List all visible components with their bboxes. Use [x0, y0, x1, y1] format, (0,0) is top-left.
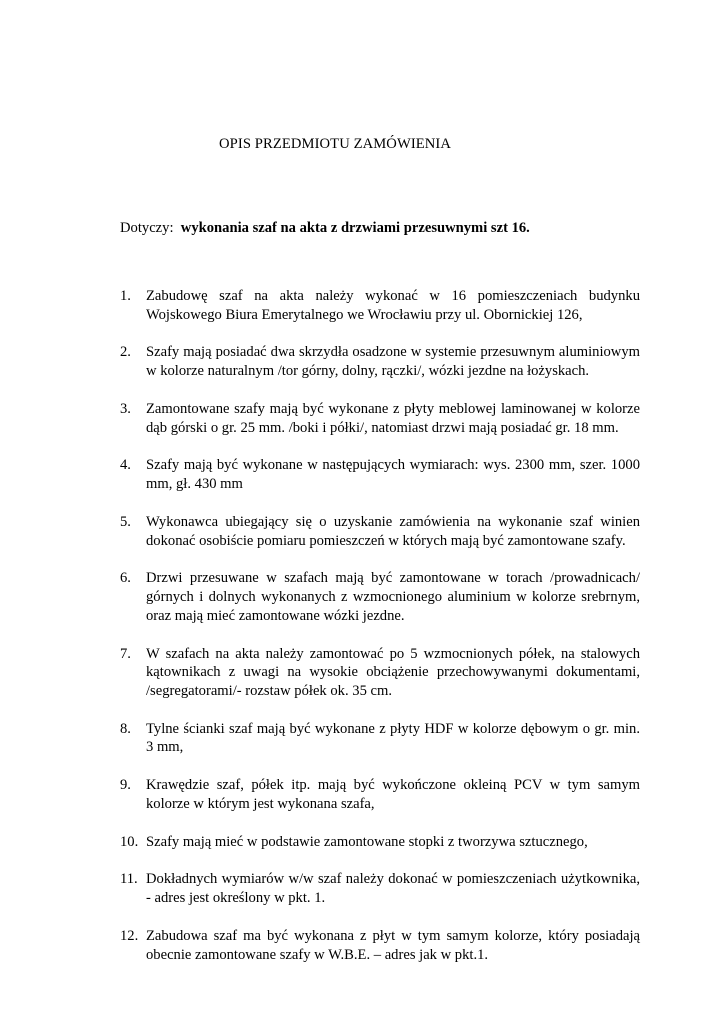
list-item	[120, 645, 640, 701]
subject-text: wykonania szaf na akta z drzwiami przesuwnymi szt 16.	[180, 220, 530, 236]
subject-label: Dotyczy:	[120, 220, 174, 236]
item-number: 12.	[120, 927, 139, 944]
list-item	[120, 456, 640, 493]
list-item	[120, 287, 640, 324]
list-item	[120, 720, 640, 757]
subject-line	[120, 220, 530, 237]
item-text: Zabudowa szaf ma być wykonana z płyt w tym samym kolorze, który posiadają obecnie zamontowane szafy w W.B.E. – adres jak w pkt.1.	[146, 927, 640, 963]
item-number: 5.	[120, 513, 131, 530]
item-text: Krawędzie szaf, półek itp. mają być wykończone okleiną PCV w tym samym kolorze w którym jest wykonana szafa,	[146, 777, 640, 812]
requirements-list	[120, 287, 640, 983]
item-number: 11.	[120, 871, 138, 888]
list-item	[120, 927, 640, 964]
item-number: 10.	[120, 833, 139, 850]
item-number: 9.	[120, 777, 131, 794]
item-text: Zamontowane szafy mają być wykonane z płyty meblowej laminowanej w kolorze dąb górski o gr. 25 mm. /boki i półki/, natomiast drzwi mają posiadać gr. 18 mm.	[146, 400, 640, 436]
item-number: 2.	[120, 344, 131, 361]
item-number: 3.	[120, 400, 131, 417]
item-text: Szafy mają posiadać dwa skrzydła osadzone w systemie przesuwnym aluminiowym w kolorze naturalnym /tor górny, dolny, rączki/, wózki jezdne na łożyskach.	[146, 344, 640, 380]
document-title: OPIS PRZEDMIOTU ZAMÓWIENIA	[219, 136, 452, 152]
item-number: 8.	[120, 720, 131, 737]
item-number: 4.	[120, 457, 131, 474]
item-number: 6.	[120, 570, 131, 587]
list-item	[120, 870, 640, 907]
item-number: 7.	[120, 645, 131, 662]
list-item	[120, 833, 640, 852]
item-text: Tylne ścianki szaf mają być wykonane z płyty HDF w kolorze dębowym o gr. min. 3 mm,	[146, 720, 640, 756]
item-text: Dokładnych wymiarów w/w szaf należy dokonać w pomieszczeniach użytkownika, - adres jest określony w pkt. 1.	[146, 871, 640, 907]
list-item	[120, 776, 640, 813]
item-text: Szafy mają być wykonane w następujących wymiarach: wys. 2300 mm, szer. 1000 mm, gł. 430 mm	[146, 457, 640, 493]
list-item	[120, 343, 640, 380]
item-number: 1.	[120, 288, 131, 304]
item-text: W szafach na akta należy zamontować po 5 wzmocnionych półek, na stalowych kątownikach z uwagi na wysokie obciążenie przechowywanymi dokumentami, /segregatorami/- rozstaw półek ok. 35 cm.	[146, 645, 640, 699]
list-item	[120, 569, 640, 625]
item-text: Szafy mają mieć w podstawie zamontowane stopki z tworzywa sztucznego,	[146, 833, 588, 850]
list-item	[120, 513, 640, 550]
item-text: Drzwi przesuwane w szafach mają być zamontowane w torach /prowadnicach/ górnych i dolnych wykonanych z wzmocnionego aluminium w kolorze srebrnym, oraz mają mieć zamontowane wózki jezdne.	[146, 570, 640, 624]
list-item	[120, 400, 640, 437]
item-text: Wykonawca ubiegający się o uzyskanie zamówienia na wykonanie szaf winien dokonać osobiście pomiaru pomieszczeń w których mają być zamontowane szafy.	[146, 513, 640, 549]
item-text: Zabudowę szaf na akta należy wykonać w 16 pomieszczeniach budynku Wojskowego Biura Emerytalnego we Wrocławiu przy ul. Obornickiej 126,	[146, 288, 640, 323]
